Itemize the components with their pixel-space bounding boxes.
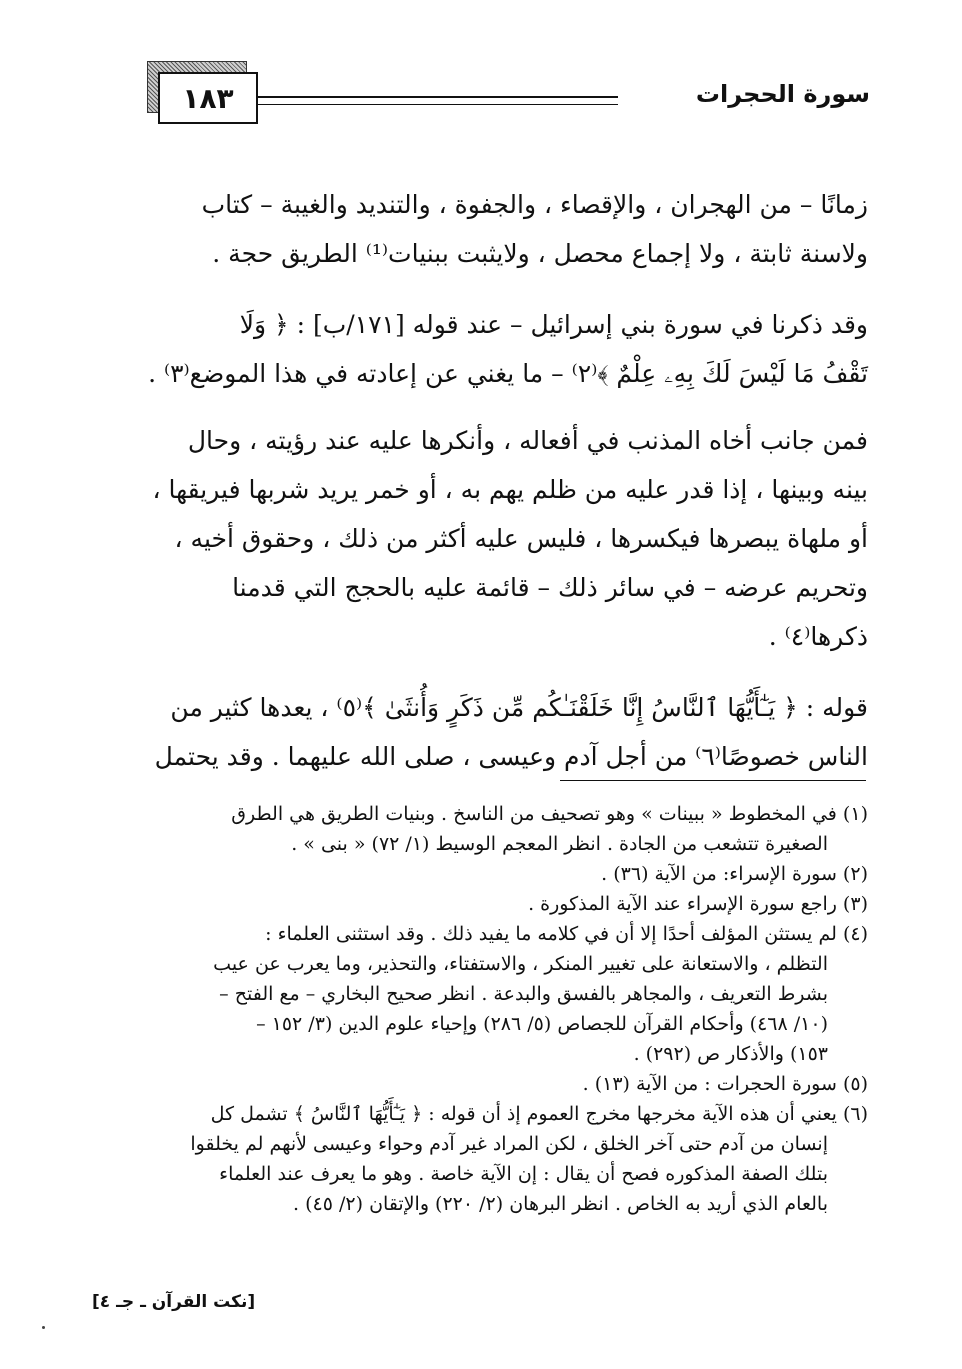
text-line: ولاسنة ثابتة ، ولا إجماع محصل ، ولايثبت ببنيات⁽¹⁾ الطريق حجة . [212, 239, 868, 268]
footnote-2 [128, 859, 868, 889]
footnote-line: بالعام الذي أريد به الخاص . انظر البرهان (٢/ ٢٢٠) والإتقان (٢/ ٤٥) . [293, 1193, 828, 1215]
footnote-separator [560, 780, 866, 781]
footnote-line: (١) في المخطوط « ببينات » وهو تصحيف من الناسخ . وبنيات الطريق هي الطرق [231, 803, 868, 825]
footnote-line: إنسان من آدم حتى آخر الخلق ، لكن المراد غير آدم وحواء وعيسى لأنهم لم يخلقوا [190, 1133, 828, 1155]
footnotes [128, 799, 868, 1219]
text-line: الناس خصوصًا⁽٦⁾ من أجل آدم وعيسى ، صلى الله عليهما . وقد يحتمل [154, 742, 868, 771]
footnote-3 [128, 889, 868, 919]
footnote-line: بشرط التعريف ، والمجاهر بالفسق والبدعة . انظر صحيح البخاري – مع الفتح – [219, 983, 828, 1005]
text-line: وتحريم عرضه – في سائر ذلك – قائمة عليه بالحجج التي قدمنا [232, 573, 868, 602]
footnote-line: التظلم ، والاستعانة على تغيير المنكر ، والاستفتاء، والتحذير، وما يعرب عن عيب [213, 953, 828, 975]
text-line: قوله : ﴿ يَـٰٓأَيُّهَا ٱلنَّاسُ إِنَّا خَلَقْنَـٰكُم مِّن ذَكَرٍ وَأُنثَىٰ ﴾⁽٥⁾ ، يعدها كثير من [170, 693, 868, 722]
text-line: بينه وبينها ، إذا قدر عليه من ظلم يهم به ، أو خمر يريد شربها فيريقها ، [152, 475, 868, 504]
body-paragraph-4 [132, 683, 868, 781]
footnote-5 [128, 1069, 868, 1099]
footnote-line: الصغيرة تتشعب من الجادة . انظر المعجم الوسيط (١/ ٧٢) « بنى » . [291, 833, 828, 855]
text-line: فمن جانب أخاه المذنب في أفعاله ، وأنكرها عليه عند رؤيته ، وحال [187, 426, 868, 455]
body-paragraph-2 [132, 300, 868, 398]
scan-speck [42, 1326, 45, 1329]
footnote-4 [128, 919, 868, 1069]
text-line: أو ملهاة يبصرها فيكسرها ، فليس عليه أكثر من ذلك ، وحقوق أخيه ، [174, 524, 868, 553]
footnote-line: ١٥٣) والأذكار ص (٢٩٢) . [633, 1043, 828, 1065]
text-line: زمانًا – من الهجران ، والإقصاء ، والجفوة ، والتنديد والغيبة – كتاب [201, 190, 868, 219]
footnote-line: (٢) سورة الإسراء: من الآية (٣٦) . [601, 863, 868, 885]
footnote-line: (٤) لم يستثن المؤلف أحدًا إلا أن في كلامه ما يفيد ذلك . وقد استثنى العلماء : [265, 923, 868, 945]
body-paragraph-3 [132, 416, 868, 661]
page-number: ١٨٣ [158, 72, 258, 124]
footnote-line: (٦) يعني أن هذه الآية مخرجها مخرج العموم إذ أن قوله : ﴿ يَـٰٓأَيُّهَا ٱلنَّاسُ ﴾ تشمل كل [210, 1103, 868, 1125]
text-line: وقد ذكرنا في سورة بني إسرائيل – عند قوله [١٧١/ب] : ﴿ وَلَا [239, 310, 868, 339]
header-rule [258, 96, 618, 105]
footnote-line: بتلك الصفة المذكوره فصح أن يقال : إن الآية خاصة . وهو ما يعرف عند العلماء [219, 1163, 828, 1185]
footnote-line: (٣) راجع سورة الإسراء عند الآية المذكورة . [528, 893, 868, 915]
body-paragraph-1 [132, 180, 868, 278]
surah-title: سورة الحجرات [695, 80, 870, 108]
footnote-line: (١٠/ ٤٦٨) وأحكام القرآن للجصاص (٥/ ٢٨٦) وإحياء علوم الدين (٣/ ١٥٢ – [256, 1013, 828, 1035]
text-line: تَقْفُ مَا لَيْسَ لَكَ بِهِۦ عِلْمٌ ﴾⁽٢⁾ – ما يغني عن إعادته في هذا الموضع⁽٣⁾ . [148, 359, 868, 388]
text-line: ذكرها⁽٤⁾ . [768, 622, 868, 651]
footnote-line: (٥) سورة الحجرات : من الآية (١٣) . [582, 1073, 868, 1095]
footnote-6 [128, 1099, 868, 1219]
footnote-1 [128, 799, 868, 859]
book-signature: [نكت القرآن ـ جـ ٤] [92, 1292, 256, 1312]
